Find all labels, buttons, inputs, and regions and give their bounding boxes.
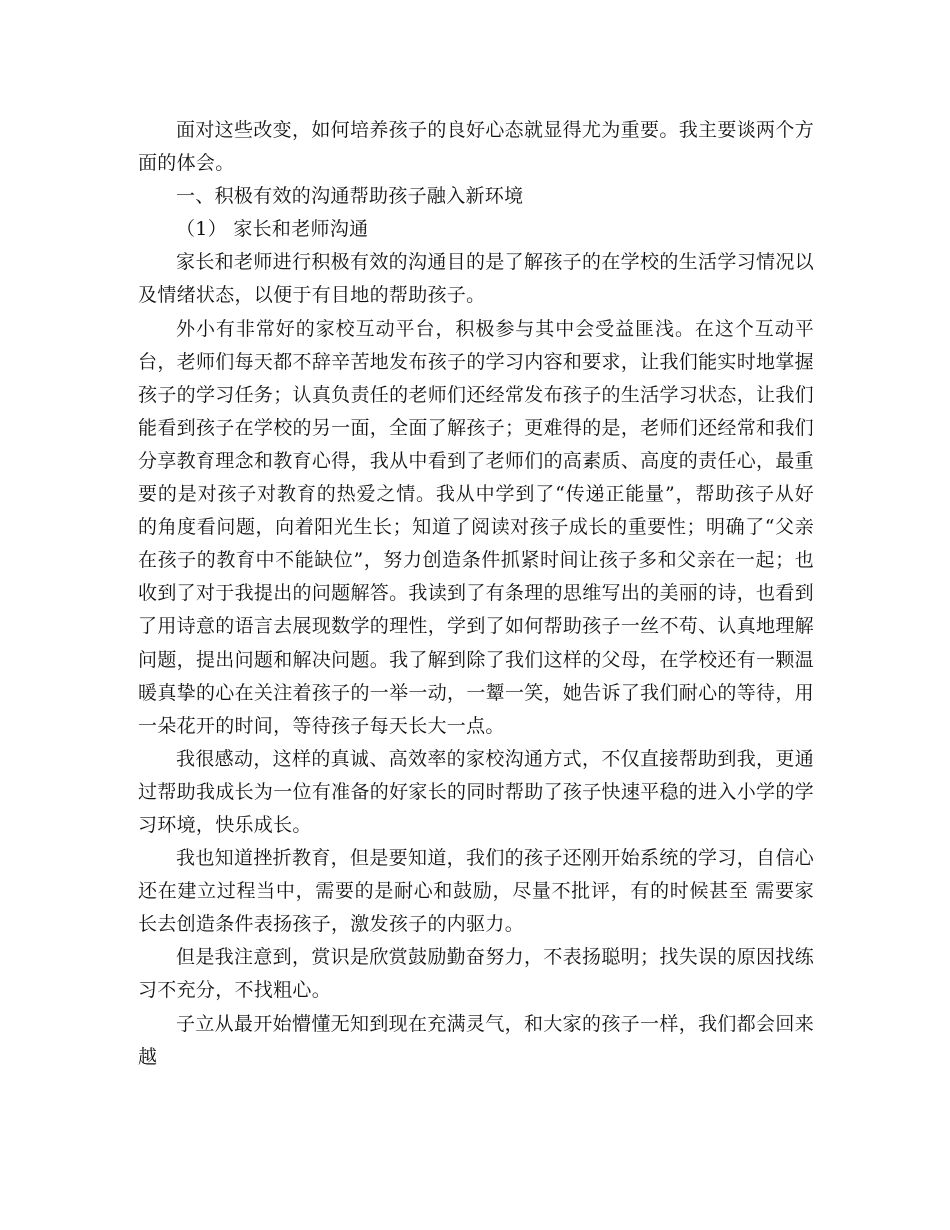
document-page bbox=[138, 114, 814, 1074]
paragraph-communication-purpose: 家长和老师进行积极有效的沟通目的是了解孩子的在学校的生活学习情况以及情绪状态，以便于有目地的帮助孩子。 bbox=[138, 251, 814, 307]
paragraph-encouragement: 我也知道挫折教育，但是要知道，我们的孩子还刚开始系统的学习，自信心还在建立过程当中，需要的是耐心和鼓励，尽量不批评，有的时候甚至 需要家长去创造条件表扬孩子，激发孩子的内驱力。 bbox=[138, 847, 814, 936]
subsection-heading: （1） 家长和老师沟通 bbox=[176, 218, 369, 241]
paragraph-closing: 子立从最开始懵懂无知到现在充满灵气，和大家的孩子一样，我们都会回来越 bbox=[138, 1012, 814, 1068]
paragraph-gratitude: 我很感动，这样的真诚、高效率的家校沟通方式，不仅直接帮助到我，更通过帮助我成长为一位有准备的好家长的同时帮助了孩子快速平稳的进入小学的学习环境，快乐成长。 bbox=[138, 747, 814, 836]
paragraph-intro: 面对这些改变，如何培养孩子的良好心态就显得尤为重要。我主要谈两个方面的体会。 bbox=[138, 119, 814, 175]
paragraph-platform: 外小有非常好的家校互动平台，积极参与其中会受益匪浅。在这个互动平台，老师们每天都不辞辛苦地发布孩子的学习内容和要求，让我们能实时地掌握孩子的学习任务；认真负责任的老师们还经常发布孩子的生活学习状态，让我们能看到孩子在学校的另一面，全面了解孩子；更难得的是，老师们还经常和我们分享教育理念和教育心得，我从中看到了老师们的高素质、高度的责任心，最重要的是对孩子对教育的热爱之情。我从中学到了“传递正能量”，帮助孩子从好的角度看问题，向着阳光生长；知道了阅读对孩子成长的重要性；明确了“父亲在孩子的教育中不能缺位”，努力创造条件抓紧时间让孩子多和父亲在一起；也收到了对于我提出的问题解答。我读到了有条理的思维写出的美丽的诗，也看到了用诗意的语言去展现数学的理性，学到了如何帮助孩子一丝不苟、认真地理解问题，提出问题和解决问题。我了解到除了我们这样的父母，在学校还有一颗温暖真挚的心在关注着孩子的一举一动，一颦一笑，她告诉了我们耐心的等待，用一朵花开的时间，等待孩子每天长大一点。 bbox=[138, 317, 814, 737]
paragraph-appreciation: 但是我注意到，赏识是欣赏鼓励勤奋努力，不表扬聪明；找失误的原因找练习不充分，不找粗心。 bbox=[138, 946, 814, 1002]
section-heading: 一、积极有效的沟通帮助孩子融入新环境 bbox=[176, 185, 524, 208]
